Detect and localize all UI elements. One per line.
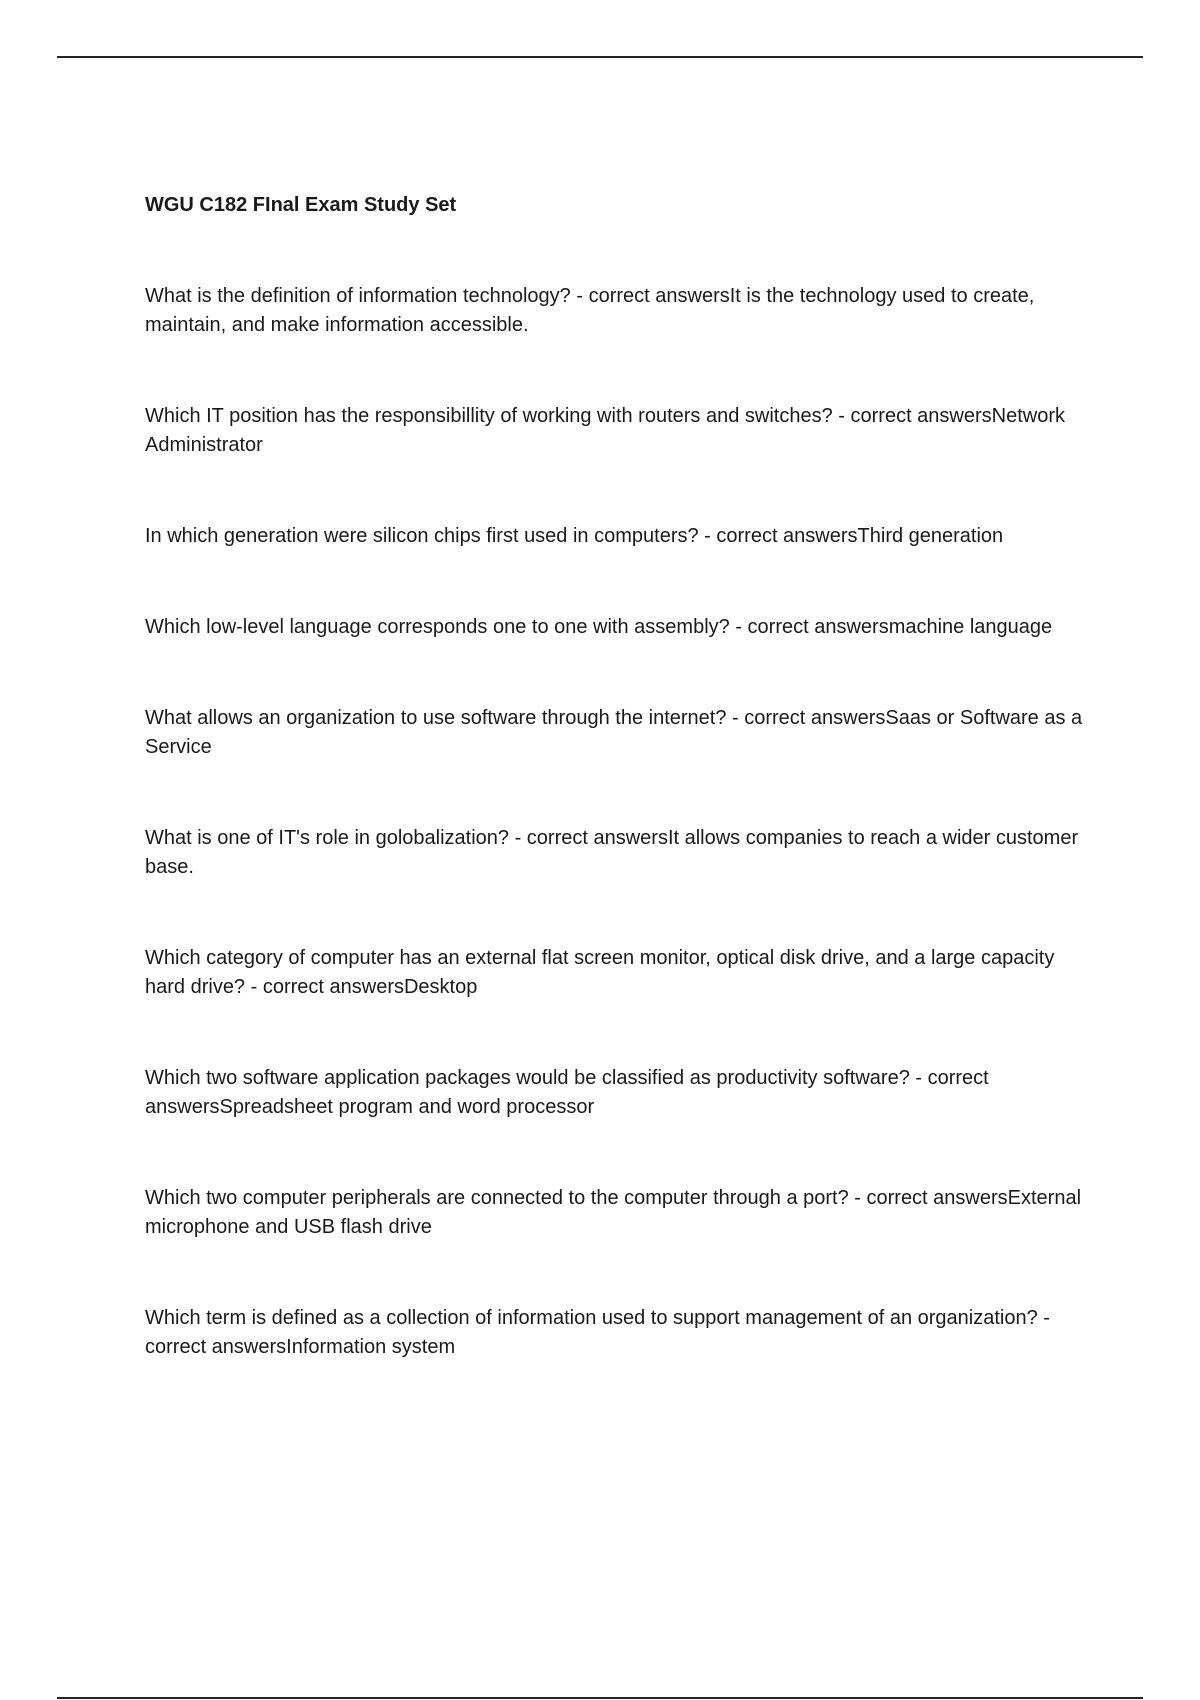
- qa-item-7: Which category of computer has an external flat screen monitor, optical disk drive, and a large capacity hard drive? - correct answersDesktop: [145, 947, 1055, 998]
- qa-item-6: What is one of IT's role in golobalization? - correct answersIt allows companies to reach a wider customer base.: [145, 827, 1079, 878]
- qa-item-5: What allows an organization to use software through the internet? - correct answersSaas or Software as a Service: [145, 707, 1083, 758]
- header-rule: [57, 56, 1143, 58]
- footer-rule: [57, 1697, 1143, 1699]
- qa-item-8: Which two software application packages would be classified as productivity software? - correct answersSpreadsheet program and word processor: [145, 1067, 989, 1118]
- qa-item-3: In which generation were silicon chips first used in computers? - correct answersThird generation: [145, 525, 1004, 547]
- qa-item-4: Which low-level language corresponds one to one with assembly? - correct answersmachine language: [145, 616, 1053, 638]
- qa-item-2: Which IT position has the responsibillity of working with routers and switches? - correct answersNetwork Administrator: [145, 405, 1065, 456]
- document-title: WGU C182 FInal Exam Study Set: [145, 194, 457, 216]
- qa-item-9: Which two computer peripherals are connected to the computer through a port? - correct answersExternal microphone and USB flash drive: [145, 1187, 1082, 1238]
- document-body: [145, 192, 1085, 1424]
- qa-item-1: What is the definition of information technology? - correct answersIt is the technology used to create, maintain, and make information accessible.: [145, 285, 1035, 336]
- qa-item-10: Which term is defined as a collection of information used to support management of an organization? - correct answersInformation system: [145, 1307, 1050, 1358]
